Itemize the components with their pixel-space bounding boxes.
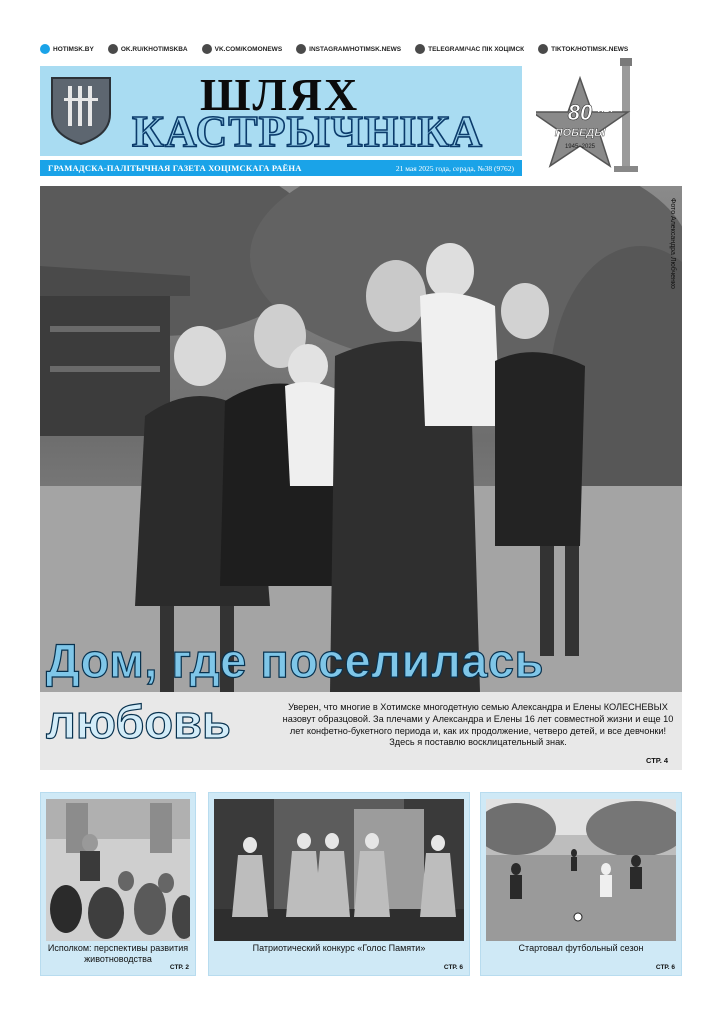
football-photo-image [486,799,676,941]
newspaper-title-line1: ШЛЯХ [200,69,360,120]
social-link-instagram[interactable]: INSTAGRAM/HOTIMSK.NEWS [296,44,401,54]
tiktok-icon [538,44,548,54]
concert-photo-image [214,799,464,941]
lead-intro-text: Уверен, что многие в Хотимске многодетную семью Александра и Елены КОЛЕСНЕВЫХ назовут образцовой. За плечами у Александра и Елены 16 лет совместной жизни и еще 10 лет конфетно-букетного периода и, как их продолжение, четверо детей, и все девчонки! Здесь я поставлю восклицательный знак. [282,702,674,748]
masthead-subtitle-bar [40,160,522,176]
teaser-caption-2: Патриотический конкурс «Голос Памяти» [252,943,426,953]
teaser-photo-3 [486,799,676,941]
teaser-page-ref-1: СТР. 2 [169,964,189,971]
photo-credit: Фото Александра Любченко [669,198,676,289]
teaser-caption-3: Стартовал футбольный сезон [518,943,644,953]
globe-icon [40,44,50,54]
teaser-caption-1: Исполком: перспективы развития животноводства [47,943,189,964]
family-photo-image [40,186,682,692]
lead-headline-line1[interactable]: Дом, где поселилась [46,634,544,687]
emblem-year-range: 1945–2025 [564,144,596,150]
lead-photo [40,186,682,692]
teaser-page-ref-3: СТР. 6 [655,964,675,971]
emblem-victory-word: ПОБЕДЫ [554,127,606,139]
social-link-tiktok[interactable]: TIKTOK/HOTIMSK.NEWS [538,44,628,54]
emblem-years-number: 80 [567,100,593,125]
teaser-photo-2 [214,799,464,941]
teaser-page-ref-2: СТР. 6 [443,964,463,971]
issue-date: 21 мая 2025 года, серада, №38 (9762) [395,163,514,173]
meeting-photo-image [46,799,190,941]
teaser-card-3[interactable] [480,792,682,976]
coat-of-arms-icon [50,76,112,146]
telegram-icon [415,44,425,54]
instagram-icon [296,44,306,54]
teaser-photo-1 [46,799,190,941]
social-link-telegram[interactable]: TELEGRAM/ЧАС ПІК ХОЦІМСК [415,44,524,54]
social-link-vk[interactable]: VK.COM/KOMONEWS [202,44,283,54]
vk-icon [202,44,212,54]
emblem-years-word: ЛЕТ [598,105,614,114]
social-link-website[interactable]: HOTIMSK.BY [40,44,94,54]
social-links-bar [40,42,690,56]
teaser-card-1[interactable] [40,792,196,976]
lead-headline-line2[interactable]: любовь [46,695,231,748]
masthead [40,66,522,156]
newspaper-title-line2: КАСТРЫЧНІКА [132,107,484,156]
ok-icon [108,44,118,54]
victory-80-years-emblem [536,56,686,180]
teaser-card-2[interactable] [208,792,470,976]
social-link-ok[interactable]: OK.RU/KHOTIMSKBA [108,44,188,54]
lead-page-ref[interactable]: СТР. 4 [646,756,669,765]
newspaper-subtitle: ГРАМАДСКА-ПАЛІТЫЧНАЯ ГАЗЕТА ХОЦІМСКАГА РАЁНА [48,163,302,173]
